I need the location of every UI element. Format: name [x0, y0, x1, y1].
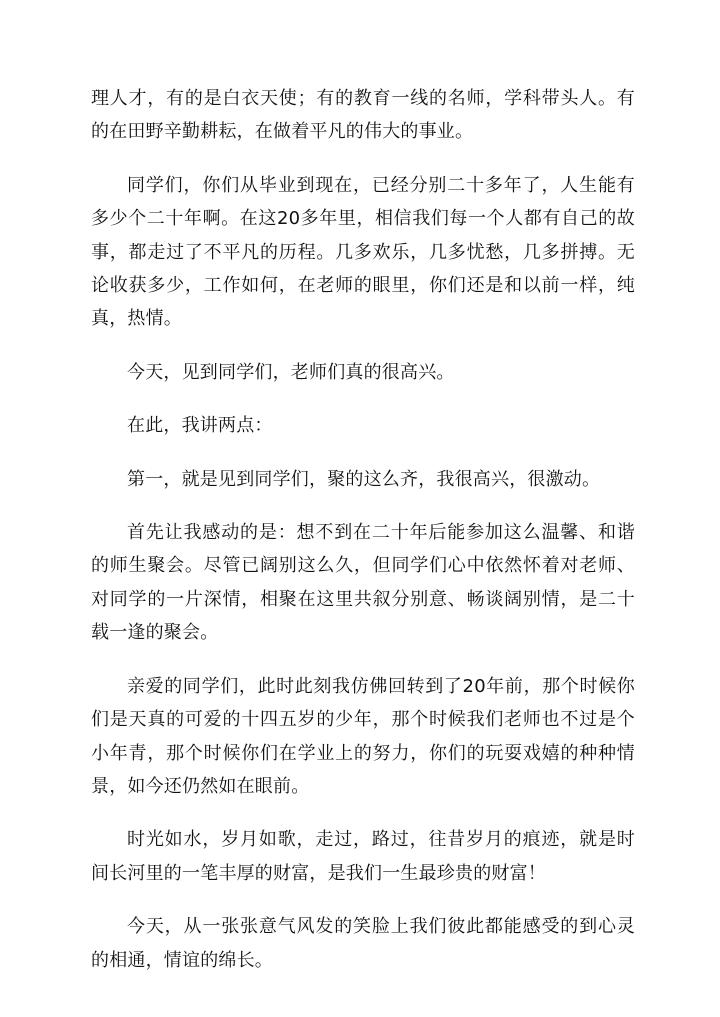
- paragraph-continued: 理人才，有的是白衣天使；有的教育一线的名师，学科带头人。有的在田野辛勤耕耘，在做着平凡的伟大的事业。: [91, 88, 635, 143]
- paragraph: 今天，从一张张意气风发的笑脸上我们彼此都能感受的到心灵的相通，情谊的绵长。: [91, 916, 635, 971]
- paragraph: 首先让我感动的是：想不到在二十年后能参加这么温馨、和谐的师生聚会。尽管已阔别这么久，但同学们心中依然怀着对老师、对同学的一片深情，相聚在这里共叙分别意、畅谈阔别情，是二十载一逢的聚会。: [91, 522, 635, 644]
- paragraph: 时光如水，岁月如歌，走过，路过，往昔岁月的痕迹，就是时间长河里的一笔丰厚的财富，是我们一生最珍贵的财富！: [91, 829, 635, 884]
- paragraph: 第一，就是见到同学们，聚的这么齐，我很高兴，很激动。: [127, 468, 601, 490]
- paragraph: 在此，我讲两点：: [127, 415, 273, 437]
- paragraph: 今天，见到同学们，老师们真的很高兴。: [127, 361, 455, 383]
- paragraph: 亲爱的同学们，此时此刻我仿佛回转到了20年前，那个时候你们是天真的可爱的十四五岁的少年，那个时候我们老师也不过是个小年青，那个时候你们在学业上的努力，你们的玩耍戏嬉的种种情景，如今还仍然如在眼前。: [91, 675, 635, 797]
- paragraph: 同学们，你们从毕业到现在，已经分别二十多年了，人生能有多少个二十年啊。在这20多年里，相信我们每一个人都有自己的故事，都走过了不平凡的历程。几多欢乐，几多忧愁，几多拼搏。无论收获多少，工作如何，在老师的眼里，你们还是和以前一样，纯真，热情。: [91, 174, 635, 330]
